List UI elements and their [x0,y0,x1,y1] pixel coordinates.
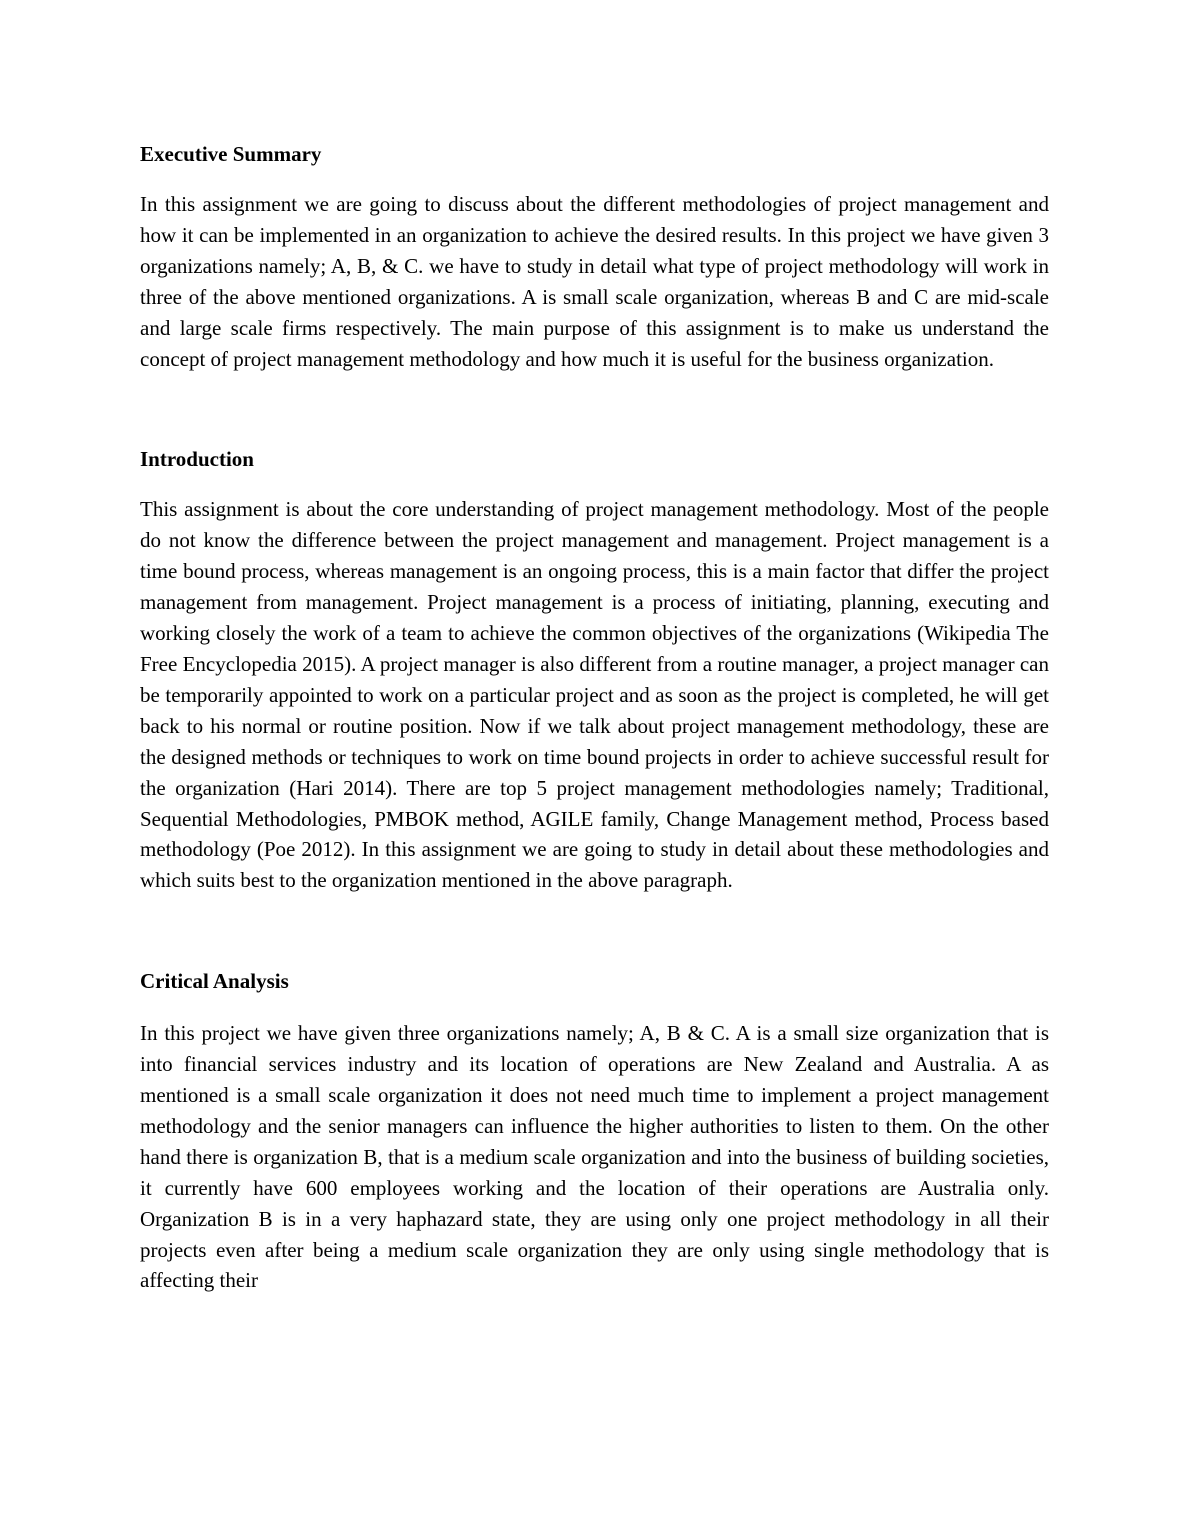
paragraph-critical-analysis: In this project we have given three organizations namely; A, B & C. A is a small size organization that is into financial services industry and its location of operations are New Zealand and Australia. A as mentioned is a small scale organization it does not need much time to implement a project management methodology and the senior managers can influence the higher authorities to listen to them. On the other hand there is organization B, that is a medium scale organization and into the business of building societies, it currently have 600 employees working and the location of their operations are Australia only. Organization B is in a very haphazard state, they are using only one project methodology in all their projects even after being a medium scale organization they are only using single methodology that is affecting their [140,1021,1049,1293]
paragraph-introduction: This assignment is about the core understanding of project management methodology. Most of the people do not know the difference between the project management and management. Project management is a time bound process, whereas management is an ongoing process, this is a main factor that differ the project management from management. Project management is a process of initiating, planning, executing and working closely the work of a team to achieve the common objectives of the organizations (Wikipedia The Free Encyclopedia 2015). A project manager is also different from a routine manager, a project manager can be temporarily appointed to work on a particular project and as soon as the project is completed, he will get back to his normal or routine position. Now if we talk about project management methodology, these are the designed methods or techniques to work on time bound projects in order to achieve successful result for the organization (Hari 2014). There are top 5 project management methodologies namely; Traditional, Sequential Methodologies, PMBOK method, AGILE family, Change Management method, Process based methodology (Poe 2012). In this assignment we are going to study in detail about these methodologies and which suits best to the organization mentioned in the above paragraph. [140,497,1049,893]
heading-introduction: Introduction [140,447,254,472]
paragraph-executive-summary: In this assignment we are going to discuss about the different methodologies of project management and how it can be implemented in an organization to achieve the desired results. In this project we have given 3 organizations namely; A, B, & C. we have to study in detail what type of project methodology will work in three of the above mentioned organizations. A is small scale organization, whereas B and C are mid-scale and large scale firms respectively. The main purpose of this assignment is to make us understand the concept of project management methodology and how much it is useful for the business organization. [140,192,1049,371]
heading-executive-summary: Executive Summary [140,142,322,166]
document-content [140,139,1049,1296]
heading-critical-analysis: Critical Analysis [140,969,289,994]
